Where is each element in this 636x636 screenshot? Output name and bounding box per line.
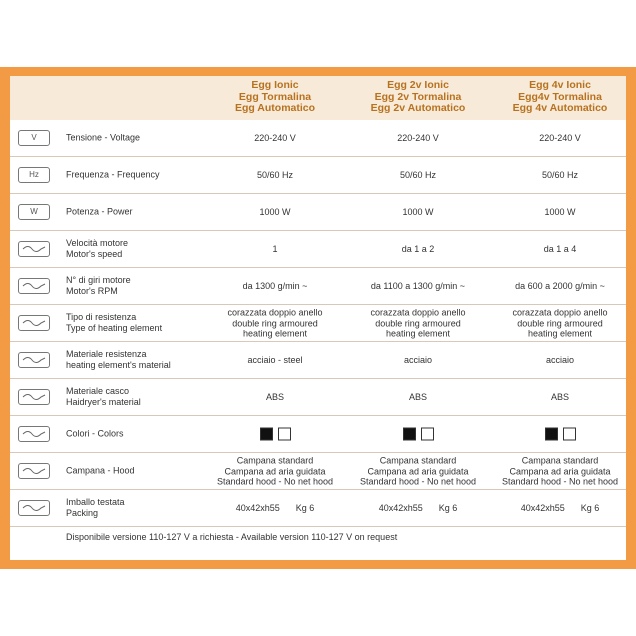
packing-size: 40x42xh55 [520,502,565,513]
spec-table [10,76,626,560]
table-cell [200,133,350,144]
table-cell [485,503,635,514]
table-row [10,157,626,194]
table-cell [200,428,350,441]
row-label [66,466,135,477]
element-material-icon [18,352,50,368]
table-row [10,194,626,231]
cell-text-line: da 1100 a 1300 g/min ~ [370,280,466,291]
row-label-line: Tipo di resistenza [66,312,137,322]
table-cell [343,307,493,339]
row-label-line: Motor's speed [66,249,123,259]
table-cell [485,170,635,181]
cell-text-line: Campana standard [379,455,457,466]
color-swatches [485,428,635,441]
row-label [66,349,171,371]
row-label-line: Motor's RPM [66,286,118,296]
row-label [66,133,140,144]
packing-values [200,503,350,514]
cell-text-line: double ring armoured [232,317,318,328]
row-label-line: Tensione - Voltage [66,132,141,143]
table-row [10,379,626,416]
cell-text-line: ABS [408,391,427,402]
black-swatch [260,428,273,441]
cell-text-line: 220-240 V [254,132,296,143]
row-label-line: Velocità motore [66,238,129,248]
packing-values [343,503,493,514]
header-col-egg-line: Egg Automatico [234,102,316,114]
table-cell [343,355,493,366]
hood-icon [18,463,50,479]
cell-text-line: heating element [385,328,451,339]
packing-size: 40x42xh55 [235,502,280,513]
cell-text-line: da 1300 g/min ~ [242,280,308,291]
cell-text-line: Campana ad aria guidata [367,465,469,476]
row-label-line: Materiale casco [66,386,130,396]
table-cell [485,455,635,487]
table-cell [485,428,635,441]
cell-text-line: heating element [527,328,593,339]
row-label-line: Haidryer's material [66,397,141,407]
table-cell [343,503,493,514]
row-label-line: Imballo testata [66,497,125,507]
header-col-egg-2v-line: Egg 2v Automatico [370,102,466,114]
cell-text-line: ABS [550,391,569,402]
cell-text-line: da 600 a 2000 g/min ~ [515,280,605,291]
cell-text-line: corazzata doppio anello [370,307,466,318]
motor-speed-icon [18,241,50,257]
color-swatches [200,428,350,441]
table-cell [485,281,635,292]
table-cell [343,207,493,218]
packing-icon [18,500,50,516]
white-swatch [421,428,434,441]
cell-text-line: 220-240 V [539,132,581,143]
table-cell [343,428,493,441]
table-cell [200,207,350,218]
table-cell [200,355,350,366]
cell-text-line: Standard hood - No net hood [216,476,334,487]
black-swatch [403,428,416,441]
cell-text-line: double ring armoured [375,317,461,328]
table-cell [343,133,493,144]
cell-text-line: Campana standard [236,455,314,466]
row-label-line: heating element's material [66,360,171,370]
table-cell [343,392,493,403]
header-col-egg-2v [348,80,488,115]
table-cell [343,170,493,181]
cell-text-line: acciaio [545,354,574,365]
header-col-egg-line: Egg Ionic [251,79,299,91]
header-col-egg-4v-line: Egg 4v Ionic [529,79,591,91]
packing-weight: Kg 6 [295,502,315,513]
table-cell [485,207,635,218]
table-cell [485,133,635,144]
cell-text-line: da 1 a 4 [543,243,577,254]
color-swatches [343,428,493,441]
cell-text-line: heating element [242,328,308,339]
table-row [10,453,626,490]
table-frame [0,67,636,569]
cell-text-line: corazzata doppio anello [512,307,608,318]
table-cell [200,281,350,292]
cell-text-line: 1000 W [402,206,434,217]
packing-weight: Kg 6 [580,502,600,513]
cell-text-line: 50/60 Hz [399,169,437,180]
availability-note: Disponibile versione 110-127 V a richiesta - Available version 110-127 V on request [66,532,398,542]
table-row [10,231,626,268]
cell-text-line: 1 [272,243,278,254]
white-swatch [278,428,291,441]
table-cell [200,392,350,403]
row-label [66,429,124,440]
voltage-icon: V [18,130,50,146]
header-col-egg-4v-line: Egg 4v Automatico [512,102,608,114]
row-label [66,312,162,334]
cell-text-line: corazzata doppio anello [227,307,323,318]
row-label [66,170,160,181]
header-col-egg-4v [490,80,630,115]
cell-text-line: Standard hood - No net hood [501,476,619,487]
row-label-line: Colori - Colors [66,428,124,439]
cell-text-line: Campana ad aria guidata [224,465,326,476]
row-label-line: Type of heating element [66,323,163,333]
table-cell [485,355,635,366]
table-cell [200,170,350,181]
table-row [10,268,626,305]
row-label [66,207,133,218]
table-cell [200,307,350,339]
black-swatch [545,428,558,441]
cell-text-line: acciaio [403,354,432,365]
hood-material-icon [18,389,50,405]
row-label [66,497,125,519]
row-label [66,275,131,297]
packing-size: 40x42xh55 [378,502,423,513]
colors-icon [18,426,50,442]
row-label-line: Campana - Hood [66,465,135,476]
row-label-line: Packing [66,508,99,518]
packing-values [485,503,635,514]
cell-text-line: Standard hood - No net hood [359,476,477,487]
cell-text-line: Campana ad aria guidata [509,465,611,476]
header-col-egg [205,80,345,115]
cell-text-line: Campana standard [521,455,599,466]
frequency-icon: Hz [18,167,50,183]
packing-weight: Kg 6 [438,502,458,513]
row-label [66,238,128,260]
table-cell [343,455,493,487]
cell-text-line: 50/60 Hz [256,169,294,180]
row-label-line: N° di giri motore [66,275,131,285]
cell-text-line: 220-240 V [397,132,439,143]
header-col-egg-2v-line: Egg 2v Ionic [387,79,449,91]
cell-text-line: double ring armoured [517,317,603,328]
table-row [10,416,626,453]
cell-text-line: 1000 W [544,206,576,217]
table-cell [485,307,635,339]
table-row [10,342,626,379]
table-cell [200,244,350,255]
row-label-line: Potenza - Power [66,206,133,217]
row-label [66,386,141,408]
cell-text-line: 1000 W [259,206,291,217]
header-col-egg-line: Egg Tormalina [238,90,312,103]
row-label-line: Frequenza - Frequency [66,169,160,180]
table-row [10,305,626,342]
table-cell [485,392,635,403]
heating-element-icon [18,315,50,331]
table-row [10,120,626,157]
row-label-line: Materiale resistenza [66,349,147,359]
table-header [10,76,626,120]
header-col-egg-2v-line: Egg 2v Tormalina [374,90,462,103]
table-row [10,490,626,527]
table-cell [200,503,350,514]
table-cell [343,244,493,255]
table-cell [200,455,350,487]
cell-text-line: 50/60 Hz [541,169,579,180]
cell-text-line: ABS [265,391,284,402]
table-cell [485,244,635,255]
header-col-egg-4v-line: Egg4v Tormalina [518,90,602,103]
table-cell [343,281,493,292]
cell-text-line: acciaio - steel [247,354,303,365]
rpm-icon [18,278,50,294]
white-swatch [563,428,576,441]
power-icon: W [18,204,50,220]
cell-text-line: da 1 a 2 [401,243,435,254]
